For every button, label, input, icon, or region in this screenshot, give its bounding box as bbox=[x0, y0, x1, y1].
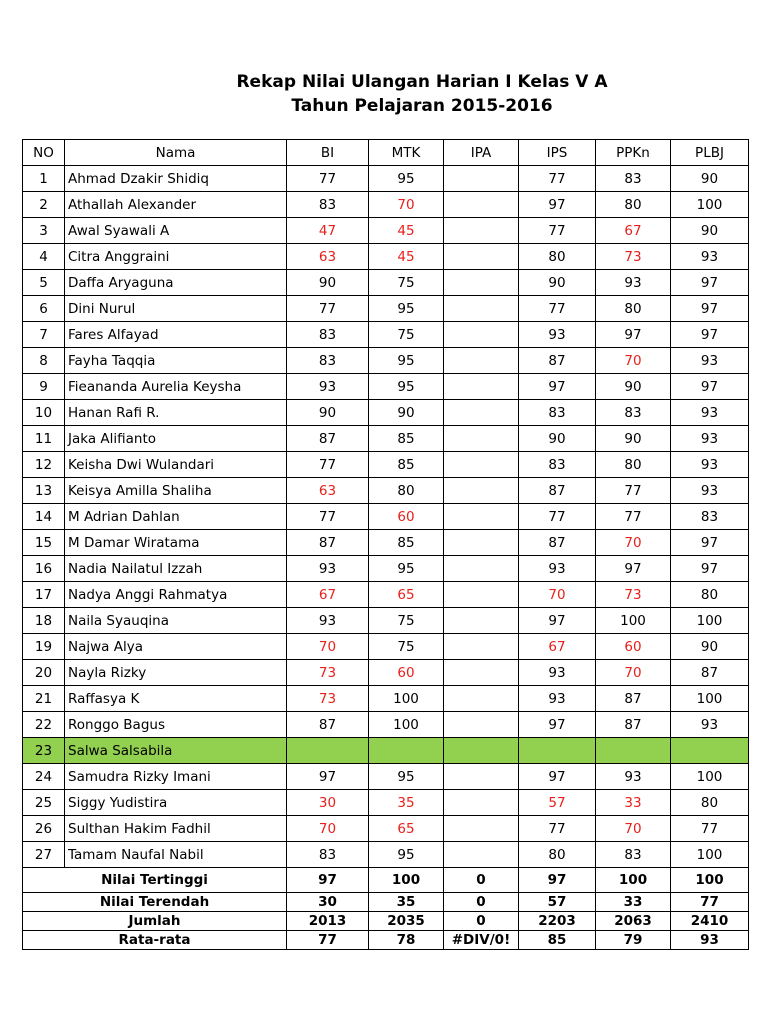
cell-mtk: 85 bbox=[369, 452, 444, 478]
cell-ppkn: 83 bbox=[596, 400, 671, 426]
cell-no: 23 bbox=[23, 738, 65, 764]
cell-bi bbox=[287, 738, 369, 764]
cell-ppkn: 90 bbox=[596, 374, 671, 400]
cell-nama: Ronggo Bagus bbox=[65, 712, 287, 738]
table-row bbox=[23, 582, 749, 608]
cell-plbj: 97 bbox=[671, 296, 749, 322]
cell-bi: 87 bbox=[287, 712, 369, 738]
header-plbj: PLBJ bbox=[671, 140, 749, 166]
cell-ips: 83 bbox=[519, 400, 596, 426]
cell-mtk: 35 bbox=[369, 790, 444, 816]
cell-ips: 77 bbox=[519, 166, 596, 192]
cell-plbj: 100 bbox=[671, 192, 749, 218]
cell-plbj: 97 bbox=[671, 270, 749, 296]
cell-plbj: 80 bbox=[671, 790, 749, 816]
summary-row bbox=[23, 893, 749, 912]
cell-ipa bbox=[444, 244, 519, 270]
cell-plbj: 93 bbox=[671, 400, 749, 426]
cell-nama: Jaka Alifianto bbox=[65, 426, 287, 452]
cell-mtk: 95 bbox=[369, 296, 444, 322]
cell-nama: Citra Anggraini bbox=[65, 244, 287, 270]
cell-plbj: 93 bbox=[671, 478, 749, 504]
cell-ppkn: 93 bbox=[596, 270, 671, 296]
cell-plbj: 100 bbox=[671, 686, 749, 712]
cell-ipa bbox=[444, 374, 519, 400]
cell-ips: 67 bbox=[519, 634, 596, 660]
cell-plbj: 93 bbox=[671, 426, 749, 452]
cell-plbj: 97 bbox=[671, 374, 749, 400]
cell-mtk: 80 bbox=[369, 478, 444, 504]
cell-mtk: 95 bbox=[369, 374, 444, 400]
cell-nama: Awal Syawali A bbox=[65, 218, 287, 244]
cell-ips: 80 bbox=[519, 244, 596, 270]
cell-mtk: 60 bbox=[369, 504, 444, 530]
report-subtitle: Tahun Pelajaran 2015-2016 bbox=[291, 96, 553, 116]
student-rows bbox=[23, 166, 749, 868]
cell-no: 16 bbox=[23, 556, 65, 582]
summary-ips: 2203 bbox=[519, 912, 596, 931]
cell-ppkn: 67 bbox=[596, 218, 671, 244]
summary-ips: 85 bbox=[519, 931, 596, 950]
cell-nama: Naila Syauqina bbox=[65, 608, 287, 634]
cell-bi: 90 bbox=[287, 400, 369, 426]
header-ips: IPS bbox=[519, 140, 596, 166]
cell-mtk: 95 bbox=[369, 764, 444, 790]
cell-ipa bbox=[444, 634, 519, 660]
cell-ips: 77 bbox=[519, 504, 596, 530]
cell-ppkn: 93 bbox=[596, 764, 671, 790]
cell-ipa bbox=[444, 504, 519, 530]
cell-no: 20 bbox=[23, 660, 65, 686]
table-row bbox=[23, 348, 749, 374]
table-row bbox=[23, 322, 749, 348]
cell-bi: 73 bbox=[287, 660, 369, 686]
cell-bi: 83 bbox=[287, 192, 369, 218]
cell-bi: 73 bbox=[287, 686, 369, 712]
summary-label: Jumlah bbox=[23, 912, 287, 931]
summary-mtk: 78 bbox=[369, 931, 444, 950]
table-row bbox=[23, 686, 749, 712]
cell-ips: 70 bbox=[519, 582, 596, 608]
cell-ppkn: 100 bbox=[596, 608, 671, 634]
cell-bi: 83 bbox=[287, 348, 369, 374]
cell-ips: 97 bbox=[519, 192, 596, 218]
cell-plbj: 93 bbox=[671, 712, 749, 738]
header-ppkn: PPKn bbox=[596, 140, 671, 166]
cell-plbj: 100 bbox=[671, 764, 749, 790]
cell-ips: 90 bbox=[519, 270, 596, 296]
cell-ipa bbox=[444, 712, 519, 738]
table-row bbox=[23, 218, 749, 244]
cell-ipa bbox=[444, 660, 519, 686]
cell-no: 7 bbox=[23, 322, 65, 348]
cell-no: 3 bbox=[23, 218, 65, 244]
cell-ips: 93 bbox=[519, 686, 596, 712]
cell-no: 21 bbox=[23, 686, 65, 712]
cell-ipa bbox=[444, 764, 519, 790]
cell-ips: 87 bbox=[519, 478, 596, 504]
cell-nama: Fieananda Aurelia Keysha bbox=[65, 374, 287, 400]
cell-plbj: 93 bbox=[671, 452, 749, 478]
summary-label: Nilai Terendah bbox=[23, 893, 287, 912]
cell-nama: Sulthan Hakim Fadhil bbox=[65, 816, 287, 842]
table-row bbox=[23, 634, 749, 660]
header-ipa: IPA bbox=[444, 140, 519, 166]
cell-ipa bbox=[444, 582, 519, 608]
cell-mtk: 75 bbox=[369, 608, 444, 634]
cell-ipa bbox=[444, 686, 519, 712]
table-row bbox=[23, 504, 749, 530]
cell-ips: 80 bbox=[519, 842, 596, 868]
cell-nama: Nadya Anggi Rahmatya bbox=[65, 582, 287, 608]
cell-no: 27 bbox=[23, 842, 65, 868]
cell-no: 19 bbox=[23, 634, 65, 660]
cell-ipa bbox=[444, 348, 519, 374]
summary-bi: 77 bbox=[287, 931, 369, 950]
header-nama: Nama bbox=[65, 140, 287, 166]
summary-label: Nilai Tertinggi bbox=[23, 868, 287, 893]
cell-plbj bbox=[671, 738, 749, 764]
table-row bbox=[23, 530, 749, 556]
cell-ipa bbox=[444, 556, 519, 582]
cell-no: 25 bbox=[23, 790, 65, 816]
cell-mtk: 75 bbox=[369, 270, 444, 296]
cell-nama: M Adrian Dahlan bbox=[65, 504, 287, 530]
cell-mtk: 95 bbox=[369, 842, 444, 868]
table-row bbox=[23, 426, 749, 452]
cell-nama: Keisya Amilla Shaliha bbox=[65, 478, 287, 504]
cell-ppkn: 87 bbox=[596, 712, 671, 738]
summary-ipa: #DIV/0! bbox=[444, 931, 519, 950]
cell-ipa bbox=[444, 192, 519, 218]
cell-mtk: 95 bbox=[369, 348, 444, 374]
cell-no: 18 bbox=[23, 608, 65, 634]
cell-bi: 77 bbox=[287, 504, 369, 530]
cell-ppkn: 70 bbox=[596, 660, 671, 686]
cell-ipa bbox=[444, 296, 519, 322]
cell-nama: Fayha Taqqia bbox=[65, 348, 287, 374]
table-row bbox=[23, 556, 749, 582]
cell-bi: 70 bbox=[287, 634, 369, 660]
cell-nama: Hanan Rafi R. bbox=[65, 400, 287, 426]
grades-table bbox=[22, 139, 749, 950]
summary-row bbox=[23, 931, 749, 950]
cell-mtk: 100 bbox=[369, 712, 444, 738]
summary-bi: 2013 bbox=[287, 912, 369, 931]
cell-no: 26 bbox=[23, 816, 65, 842]
cell-ipa bbox=[444, 270, 519, 296]
cell-ppkn: 70 bbox=[596, 816, 671, 842]
cell-bi: 87 bbox=[287, 530, 369, 556]
cell-ppkn: 77 bbox=[596, 478, 671, 504]
summary-ips: 97 bbox=[519, 868, 596, 893]
cell-ppkn: 77 bbox=[596, 504, 671, 530]
cell-plbj: 80 bbox=[671, 582, 749, 608]
summary-ppkn: 33 bbox=[596, 893, 671, 912]
summary-ppkn: 79 bbox=[596, 931, 671, 950]
table-row bbox=[23, 764, 749, 790]
cell-mtk: 45 bbox=[369, 218, 444, 244]
summary-ips: 57 bbox=[519, 893, 596, 912]
cell-nama: M Damar Wiratama bbox=[65, 530, 287, 556]
cell-no: 12 bbox=[23, 452, 65, 478]
cell-ips: 77 bbox=[519, 218, 596, 244]
cell-ipa bbox=[444, 608, 519, 634]
cell-ips: 77 bbox=[519, 816, 596, 842]
header-mtk: MTK bbox=[369, 140, 444, 166]
cell-ppkn: 70 bbox=[596, 530, 671, 556]
cell-mtk: 45 bbox=[369, 244, 444, 270]
cell-ppkn: 97 bbox=[596, 556, 671, 582]
cell-plbj: 97 bbox=[671, 556, 749, 582]
cell-ips: 90 bbox=[519, 426, 596, 452]
cell-nama: Salwa Salsabila bbox=[65, 738, 287, 764]
table-row bbox=[23, 478, 749, 504]
table-row bbox=[23, 296, 749, 322]
table-row bbox=[23, 192, 749, 218]
cell-ips: 97 bbox=[519, 712, 596, 738]
summary-row bbox=[23, 868, 749, 893]
cell-no: 10 bbox=[23, 400, 65, 426]
cell-bi: 77 bbox=[287, 166, 369, 192]
cell-ips: 77 bbox=[519, 296, 596, 322]
cell-ips: 93 bbox=[519, 556, 596, 582]
cell-nama: Fares Alfayad bbox=[65, 322, 287, 348]
cell-plbj: 100 bbox=[671, 842, 749, 868]
summary-plbj: 93 bbox=[671, 931, 749, 950]
cell-plbj: 97 bbox=[671, 322, 749, 348]
table-row bbox=[23, 712, 749, 738]
cell-ipa bbox=[444, 452, 519, 478]
summary-ipa: 0 bbox=[444, 893, 519, 912]
cell-ppkn bbox=[596, 738, 671, 764]
table-row bbox=[23, 790, 749, 816]
table-row bbox=[23, 660, 749, 686]
table-row bbox=[23, 842, 749, 868]
cell-no: 13 bbox=[23, 478, 65, 504]
cell-plbj: 97 bbox=[671, 530, 749, 556]
cell-bi: 93 bbox=[287, 556, 369, 582]
cell-bi: 63 bbox=[287, 244, 369, 270]
cell-bi: 83 bbox=[287, 322, 369, 348]
cell-nama: Ahmad Dzakir Shidiq bbox=[65, 166, 287, 192]
cell-ipa bbox=[444, 738, 519, 764]
cell-ppkn: 70 bbox=[596, 348, 671, 374]
cell-ppkn: 80 bbox=[596, 192, 671, 218]
report-title: Rekap Nilai Ulangan Harian I Kelas V A bbox=[236, 72, 608, 92]
cell-ips: 83 bbox=[519, 452, 596, 478]
cell-ppkn: 80 bbox=[596, 296, 671, 322]
cell-plbj: 77 bbox=[671, 816, 749, 842]
summary-bi: 97 bbox=[287, 868, 369, 893]
cell-bi: 83 bbox=[287, 842, 369, 868]
cell-no: 24 bbox=[23, 764, 65, 790]
summary-plbj: 77 bbox=[671, 893, 749, 912]
cell-nama: Najwa Alya bbox=[65, 634, 287, 660]
header-row bbox=[23, 140, 749, 166]
cell-no: 15 bbox=[23, 530, 65, 556]
cell-ipa bbox=[444, 842, 519, 868]
cell-ppkn: 80 bbox=[596, 452, 671, 478]
cell-ipa bbox=[444, 816, 519, 842]
cell-no: 6 bbox=[23, 296, 65, 322]
cell-mtk: 65 bbox=[369, 816, 444, 842]
table-row bbox=[23, 374, 749, 400]
cell-ips: 97 bbox=[519, 374, 596, 400]
cell-mtk: 100 bbox=[369, 686, 444, 712]
cell-nama: Raffasya K bbox=[65, 686, 287, 712]
cell-plbj: 83 bbox=[671, 504, 749, 530]
cell-ipa bbox=[444, 478, 519, 504]
cell-ips bbox=[519, 738, 596, 764]
cell-bi: 97 bbox=[287, 764, 369, 790]
table-row bbox=[23, 244, 749, 270]
cell-ppkn: 73 bbox=[596, 244, 671, 270]
header-no: NO bbox=[23, 140, 65, 166]
cell-ppkn: 60 bbox=[596, 634, 671, 660]
cell-bi: 67 bbox=[287, 582, 369, 608]
cell-ipa bbox=[444, 426, 519, 452]
summary-mtk: 35 bbox=[369, 893, 444, 912]
table-row bbox=[23, 166, 749, 192]
table-row bbox=[23, 270, 749, 296]
table-row bbox=[23, 816, 749, 842]
cell-bi: 77 bbox=[287, 296, 369, 322]
cell-no: 4 bbox=[23, 244, 65, 270]
cell-nama: Samudra Rizky Imani bbox=[65, 764, 287, 790]
summary-ipa: 0 bbox=[444, 868, 519, 893]
cell-no: 17 bbox=[23, 582, 65, 608]
summary-rows bbox=[23, 868, 749, 950]
header-bi: BI bbox=[287, 140, 369, 166]
cell-no: 22 bbox=[23, 712, 65, 738]
cell-ppkn: 33 bbox=[596, 790, 671, 816]
cell-ppkn: 83 bbox=[596, 166, 671, 192]
summary-bi: 30 bbox=[287, 893, 369, 912]
summary-mtk: 100 bbox=[369, 868, 444, 893]
cell-mtk: 85 bbox=[369, 530, 444, 556]
cell-no: 1 bbox=[23, 166, 65, 192]
summary-ipa: 0 bbox=[444, 912, 519, 931]
table-row-highlighted bbox=[23, 738, 749, 764]
cell-mtk: 75 bbox=[369, 322, 444, 348]
cell-ppkn: 83 bbox=[596, 842, 671, 868]
cell-bi: 93 bbox=[287, 608, 369, 634]
cell-mtk: 95 bbox=[369, 556, 444, 582]
cell-plbj: 90 bbox=[671, 634, 749, 660]
cell-ipa bbox=[444, 322, 519, 348]
cell-nama: Athallah Alexander bbox=[65, 192, 287, 218]
cell-ppkn: 97 bbox=[596, 322, 671, 348]
cell-ips: 93 bbox=[519, 660, 596, 686]
cell-plbj: 90 bbox=[671, 218, 749, 244]
cell-bi: 90 bbox=[287, 270, 369, 296]
cell-nama: Keisha Dwi Wulandari bbox=[65, 452, 287, 478]
cell-bi: 93 bbox=[287, 374, 369, 400]
cell-bi: 30 bbox=[287, 790, 369, 816]
cell-nama: Nayla Rizky bbox=[65, 660, 287, 686]
cell-mtk: 85 bbox=[369, 426, 444, 452]
cell-no: 11 bbox=[23, 426, 65, 452]
cell-ips: 87 bbox=[519, 348, 596, 374]
summary-ppkn: 2063 bbox=[596, 912, 671, 931]
cell-no: 8 bbox=[23, 348, 65, 374]
cell-ipa bbox=[444, 400, 519, 426]
cell-no: 2 bbox=[23, 192, 65, 218]
cell-plbj: 93 bbox=[671, 244, 749, 270]
cell-ips: 87 bbox=[519, 530, 596, 556]
cell-ips: 57 bbox=[519, 790, 596, 816]
cell-ppkn: 90 bbox=[596, 426, 671, 452]
cell-plbj: 93 bbox=[671, 348, 749, 374]
cell-ipa bbox=[444, 790, 519, 816]
cell-nama: Dini Nurul bbox=[65, 296, 287, 322]
cell-ipa bbox=[444, 166, 519, 192]
summary-mtk: 2035 bbox=[369, 912, 444, 931]
cell-mtk bbox=[369, 738, 444, 764]
cell-no: 5 bbox=[23, 270, 65, 296]
cell-ipa bbox=[444, 530, 519, 556]
cell-ppkn: 73 bbox=[596, 582, 671, 608]
cell-ppkn: 87 bbox=[596, 686, 671, 712]
cell-mtk: 90 bbox=[369, 400, 444, 426]
summary-plbj: 2410 bbox=[671, 912, 749, 931]
cell-nama: Tamam Naufal Nabil bbox=[65, 842, 287, 868]
cell-mtk: 65 bbox=[369, 582, 444, 608]
table-row bbox=[23, 452, 749, 478]
summary-plbj: 100 bbox=[671, 868, 749, 893]
summary-row bbox=[23, 912, 749, 931]
cell-ipa bbox=[444, 218, 519, 244]
cell-mtk: 60 bbox=[369, 660, 444, 686]
cell-bi: 77 bbox=[287, 452, 369, 478]
cell-ips: 97 bbox=[519, 764, 596, 790]
cell-no: 14 bbox=[23, 504, 65, 530]
cell-nama: Siggy Yudistira bbox=[65, 790, 287, 816]
cell-plbj: 87 bbox=[671, 660, 749, 686]
cell-bi: 63 bbox=[287, 478, 369, 504]
cell-nama: Nadia Nailatul Izzah bbox=[65, 556, 287, 582]
cell-bi: 47 bbox=[287, 218, 369, 244]
table-row bbox=[23, 400, 749, 426]
cell-mtk: 70 bbox=[369, 192, 444, 218]
cell-ips: 93 bbox=[519, 322, 596, 348]
cell-bi: 87 bbox=[287, 426, 369, 452]
cell-plbj: 90 bbox=[671, 166, 749, 192]
table-row bbox=[23, 608, 749, 634]
cell-mtk: 95 bbox=[369, 166, 444, 192]
cell-plbj: 100 bbox=[671, 608, 749, 634]
cell-nama: Daffa Aryaguna bbox=[65, 270, 287, 296]
summary-label: Rata-rata bbox=[23, 931, 287, 950]
cell-ips: 97 bbox=[519, 608, 596, 634]
summary-ppkn: 100 bbox=[596, 868, 671, 893]
cell-bi: 70 bbox=[287, 816, 369, 842]
cell-no: 9 bbox=[23, 374, 65, 400]
cell-mtk: 75 bbox=[369, 634, 444, 660]
